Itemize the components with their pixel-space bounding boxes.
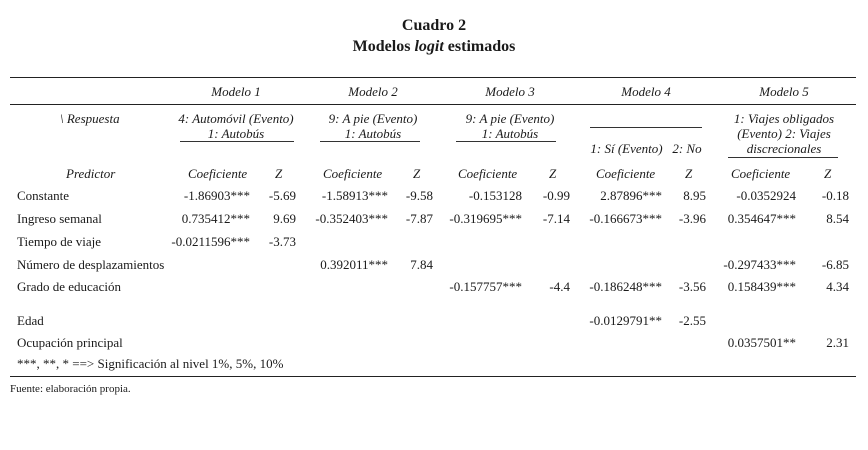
- coefficient-cell: 0.735412***: [181, 211, 250, 226]
- top-rule: [10, 77, 856, 78]
- z-cell: -5.69: [268, 188, 296, 203]
- row-label: Constante: [17, 188, 69, 203]
- coefficient-cell: -0.157757***: [449, 279, 522, 294]
- z-cell: -3.56: [678, 279, 706, 294]
- coefficient-cell: -0.352403***: [315, 211, 388, 226]
- coef-header: Coeficiente: [458, 166, 518, 181]
- group-underline: [456, 141, 556, 142]
- z-cell: -0.18: [821, 188, 849, 203]
- coefficient-cell: 2.87896***: [600, 188, 662, 203]
- table-title: Modelos logit estimados: [352, 38, 516, 55]
- z-cell: 8.54: [826, 211, 849, 226]
- coefficient-cell: -0.0352924: [736, 188, 796, 203]
- z-cell: 2.31: [826, 335, 849, 350]
- z-cell: -6.85: [821, 257, 849, 272]
- coefficient-cell: -0.0211596***: [171, 234, 250, 249]
- row-label: Grado de educación: [17, 279, 121, 294]
- row-label: Tiempo de viaje: [17, 234, 102, 249]
- table-number: Cuadro 2: [401, 17, 467, 34]
- coefficient-cell: -0.186248***: [589, 279, 662, 294]
- z-cell: -9.58: [405, 188, 433, 203]
- z-cell: -2.55: [678, 313, 706, 328]
- row-label: Edad: [17, 313, 44, 328]
- model-header: Modelo 4: [621, 84, 671, 99]
- coef-header: Coeficiente: [188, 166, 248, 181]
- coefficient-cell: 0.0357501**: [727, 335, 796, 350]
- group-underline: [590, 127, 702, 128]
- coefficient-cell: -0.297433***: [723, 257, 796, 272]
- source-note: Fuente: elaboración propia.: [10, 383, 131, 395]
- group-underline: [180, 141, 294, 142]
- response-model-1: 4: Automóvil (Evento) 1: Autobús: [178, 111, 294, 141]
- group-underline: [320, 141, 420, 142]
- response-model-3: 9: A pie (Evento) 1: Autobús: [465, 111, 555, 141]
- z-cell: -3.96: [678, 211, 706, 226]
- z-header: Z: [685, 166, 693, 181]
- response-model-4: 1: Sí (Evento) 2: No: [590, 141, 702, 156]
- coefficient-cell: -0.153128: [468, 188, 522, 203]
- coef-header: Coeficiente: [731, 166, 791, 181]
- z-cell: 8.95: [683, 188, 706, 203]
- z-cell: -7.14: [542, 211, 570, 226]
- coefficient-cell: -1.86903***: [183, 188, 250, 203]
- coefficient-cell: 0.158439***: [727, 279, 796, 294]
- z-header: Z: [275, 166, 283, 181]
- coef-header: Coeficiente: [596, 166, 656, 181]
- model-header: Modelo 1: [211, 84, 261, 99]
- coefficient-cell: -0.319695***: [449, 211, 522, 226]
- z-header: Z: [549, 166, 557, 181]
- row-label: Número de desplazamientos: [17, 257, 165, 272]
- coef-header: Coeficiente: [323, 166, 383, 181]
- z-cell: 7.84: [410, 257, 433, 272]
- model-header: Modelo 3: [485, 84, 535, 99]
- z-header: Z: [824, 166, 832, 181]
- z-cell: -3.73: [268, 234, 296, 249]
- z-cell: 9.69: [273, 211, 296, 226]
- response-label: \ Respuesta: [60, 111, 120, 126]
- z-cell: -7.87: [405, 211, 433, 226]
- coefficient-cell: -0.0129791**: [589, 313, 662, 328]
- model-header: Modelo 5: [759, 84, 809, 99]
- predictor-label: Predictor: [66, 166, 116, 181]
- model-header: Modelo 2: [348, 84, 398, 99]
- z-cell: -4.4: [549, 279, 570, 294]
- z-cell: -0.99: [542, 188, 570, 203]
- row-label: Ingreso semanal: [17, 211, 102, 226]
- bottom-rule: [10, 376, 856, 377]
- z-cell: 4.34: [826, 279, 849, 294]
- coefficient-cell: 0.392011***: [320, 257, 388, 272]
- significance-note: ***, **, * ==> Significación al nivel 1%, 5%, 10%: [17, 356, 284, 371]
- coefficient-cell: -0.166673***: [589, 211, 662, 226]
- coefficient-cell: 0.354647***: [727, 211, 796, 226]
- group-underline: [728, 157, 838, 158]
- coefficient-cell: -1.58913***: [321, 188, 388, 203]
- z-header: Z: [413, 166, 421, 181]
- header-rule: [10, 104, 856, 105]
- row-label: Ocupación principal: [17, 335, 123, 350]
- response-model-2: 9: A pie (Evento) 1: Autobús: [328, 111, 418, 141]
- response-model-5: 1: Viajes obligados (Evento) 2: Viajes discrecionales: [733, 111, 835, 156]
